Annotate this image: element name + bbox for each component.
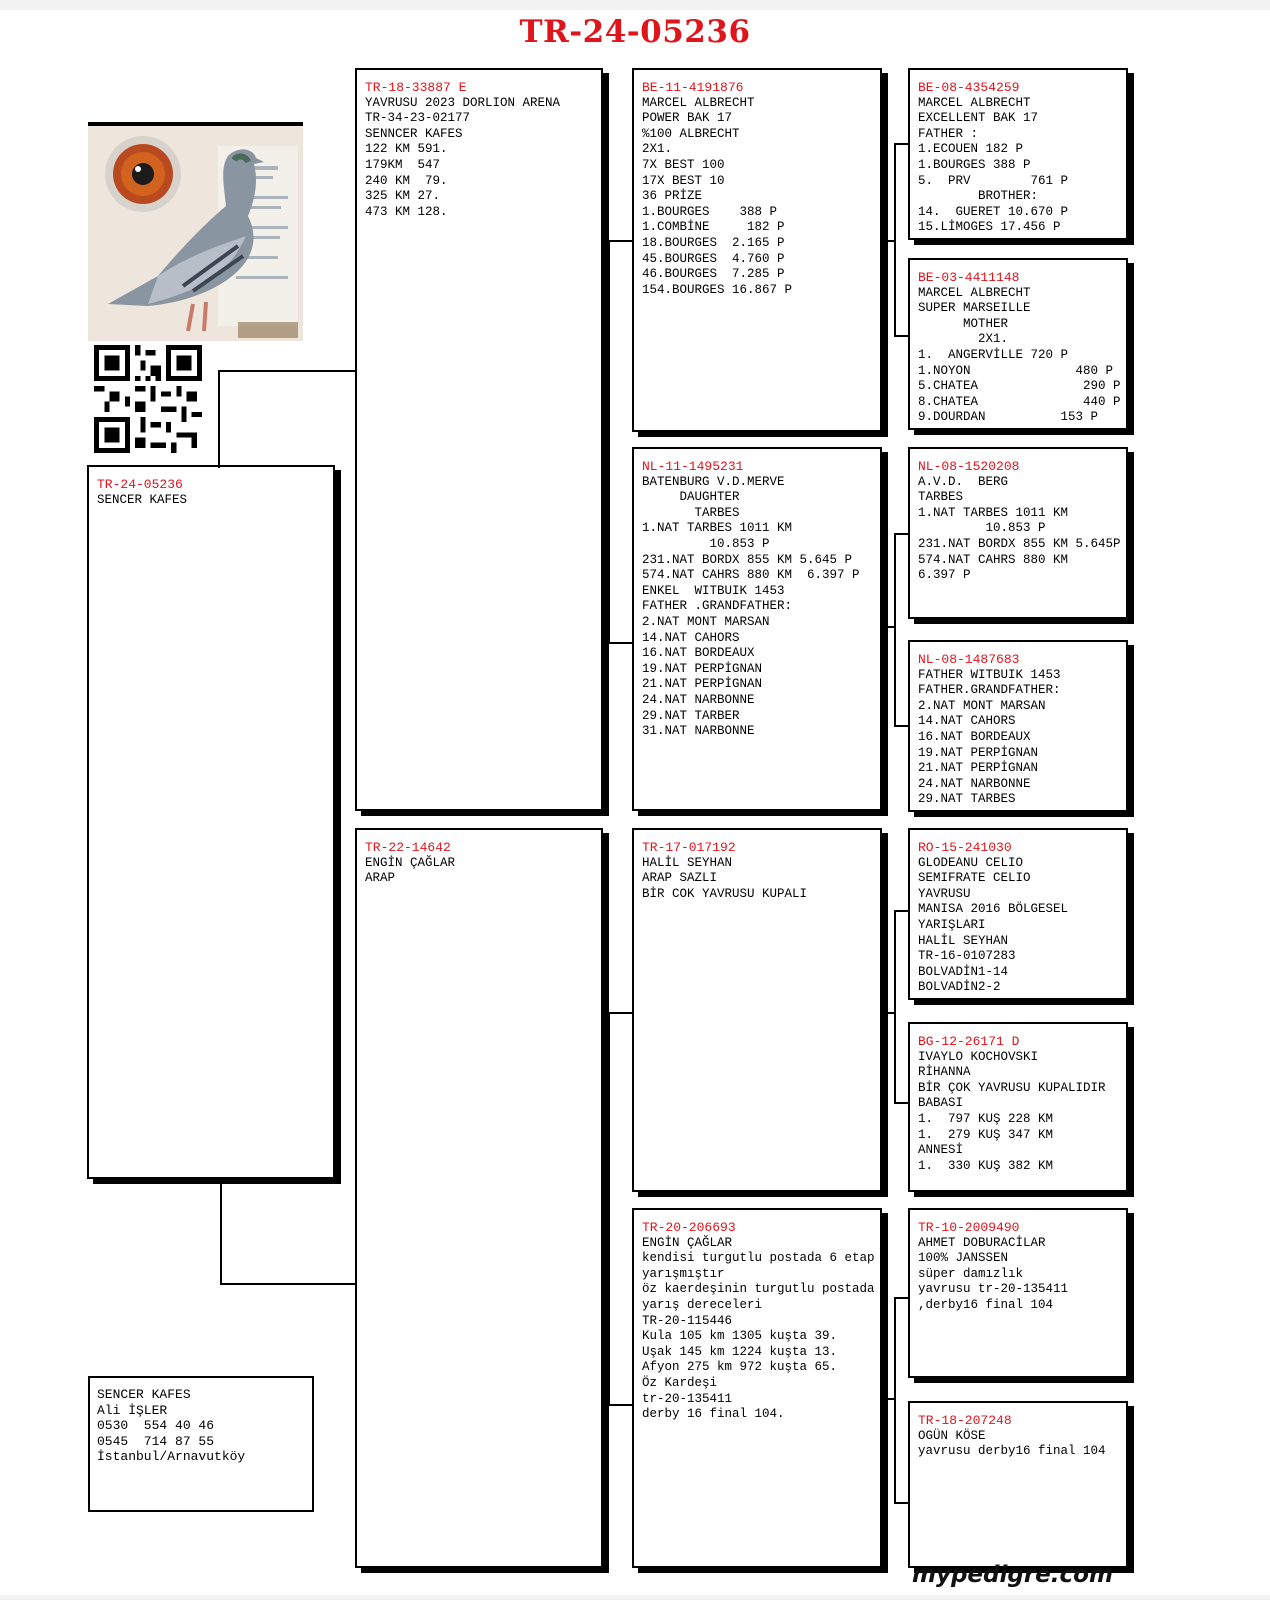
detail-line: A.V.D. BERG <box>918 474 1009 489</box>
detail-line: 240 KM 79. <box>365 173 448 188</box>
contact-phone-2: 0545 714 87 55 <box>97 1433 215 1449</box>
detail-line: 29.NAT TARBER <box>642 708 740 723</box>
detail-line: 122 KM 591. <box>365 142 448 157</box>
detail-line: BOLVADİN1-14 <box>918 964 1009 979</box>
connector-gen1-bottom-stub <box>602 1212 610 1214</box>
detail-line: 16.NAT BORDEAUX <box>918 729 1031 744</box>
subject-ring: TR-24-05236 <box>97 477 183 492</box>
detail-line: SENNCER KAFES <box>365 126 463 141</box>
detail-line: yavrusu tr-20-135411 <box>918 1282 1069 1297</box>
great-grandparent-card-2[interactable] <box>908 258 1128 430</box>
pigeon-photo <box>88 122 303 341</box>
detail-line: OGÜN KÖSE <box>918 1428 986 1443</box>
detail-line: TR-34-23-02177 <box>365 111 471 126</box>
detail-line: 7X BEST 100 <box>642 157 725 172</box>
detail-line: 179KM 547 <box>365 157 441 172</box>
detail-line: ENGİN ÇAĞLAR <box>642 1235 733 1250</box>
great-grandparent-card-1[interactable] <box>908 68 1128 240</box>
grandparent-ring: TR-17-017192 <box>642 840 736 855</box>
contact-loft: SENCER KAFES <box>97 1387 191 1402</box>
detail-line: 1.BOURGES 388 P <box>918 157 1031 172</box>
qr-code[interactable] <box>94 345 202 453</box>
detail-line: 31.NAT NARBONNE <box>642 724 755 739</box>
qr-code-icon <box>94 345 202 453</box>
great-grandparent-ring: TR-18-207248 <box>918 1413 1012 1428</box>
detail-line: TR-20-115446 <box>642 1313 733 1328</box>
grandparent-ring: BE-11-4191876 <box>642 80 744 95</box>
detail-line: 10.853 P <box>918 521 1046 536</box>
detail-line: MARCEL ALBRECHT <box>642 95 755 110</box>
grandparent-details <box>642 475 872 740</box>
great-grandparent-ring: BE-03-4411148 <box>918 270 1020 285</box>
detail-line: 1. 330 KUŞ 382 KM <box>918 1158 1054 1173</box>
detail-line: BOLVADİN2-2 <box>918 980 1001 995</box>
detail-line: 24.NAT NARBONNE <box>918 776 1031 791</box>
contact-location: İstanbul/Arnavutköy <box>97 1449 246 1465</box>
detail-line: FATHER .GRANDFATHER: <box>642 599 793 614</box>
dam-card[interactable] <box>355 828 603 1568</box>
detail-line: 8.CHATEA 440 P <box>918 394 1121 409</box>
detail-line: 24.NAT NARBONNE <box>642 692 755 707</box>
dam-details <box>365 856 593 887</box>
detail-line: FATHER.GRANDFATHER: <box>918 683 1061 698</box>
detail-line: 231.NAT BORDX 855 KM 5.645 P <box>642 552 853 567</box>
detail-line: SUPER MARSEILLE <box>918 301 1031 316</box>
detail-line: %100 ALBRECHT <box>642 126 740 141</box>
great-grandparent-ring: BE-08-4354259 <box>918 80 1020 95</box>
detail-line: HALİL SEYHAN <box>918 933 1009 948</box>
connector-gen1-top <box>608 240 634 644</box>
contact-name: Ali İŞLER <box>97 1402 168 1418</box>
detail-line: Öz Kardeşi <box>642 1375 718 1390</box>
detail-line: 2X1. <box>918 332 1009 347</box>
detail-line: ,derby16 final 104 <box>918 1297 1054 1312</box>
subject-details <box>97 493 325 509</box>
detail-line: FATHER : <box>918 126 979 141</box>
grandparent-details <box>642 96 872 299</box>
detail-line: EXCELLENT BAK 17 <box>918 111 1039 126</box>
detail-line: ENGİN ÇAĞLAR <box>365 855 456 870</box>
great-grandparent-ring: TR-10-2009490 <box>918 1220 1020 1235</box>
detail-line: RİHANNA <box>918 1065 971 1080</box>
great-grandparent-ring: NL-08-1520208 <box>918 459 1020 474</box>
detail-line: 574.NAT CAHRS 880 KM 6.397 P <box>642 568 860 583</box>
detail-line: TARBES <box>642 505 740 520</box>
detail-line: 17X BEST 10 <box>642 173 725 188</box>
detail-line: 325 KM 27. <box>365 189 441 204</box>
sire-ring: TR-18-33887 E <box>365 80 467 95</box>
detail-line: 21.NAT PERPİGNAN <box>918 761 1039 776</box>
dam-ring: TR-22-14642 <box>365 840 451 855</box>
detail-line: 2.NAT MONT MARSAN <box>642 614 770 629</box>
great-grandparent-details <box>918 96 1118 236</box>
detail-line: yarışmıştır <box>642 1266 725 1281</box>
great-grandparent-details <box>918 1050 1118 1175</box>
detail-line: tr-20-135411 <box>642 1391 733 1406</box>
great-grandparent-card-6[interactable] <box>908 1022 1128 1192</box>
detail-line: 46.BOURGES 7.285 P <box>642 267 785 282</box>
detail-line: ENKEL WITBUIK 1453 <box>642 583 785 598</box>
detail-line: YARIŞLARI <box>918 917 986 932</box>
detail-line: 9.DOURDAN 153 P <box>918 410 1099 425</box>
connector-gen2-1-stub <box>882 240 896 242</box>
connector-gen2-2-stub <box>882 626 896 628</box>
detail-line: 45.BOURGES 4.760 P <box>642 251 785 266</box>
great-grandparent-ring: NL-08-1487683 <box>918 652 1020 667</box>
detail-line: 1.NAT TARBES 1011 KM <box>918 505 1069 520</box>
detail-line: TARBES <box>918 490 964 505</box>
detail-line: BİR COK YAVRUSU KUPALI <box>642 886 808 901</box>
detail-line: BATENBURG V.D.MERVE <box>642 474 785 489</box>
great-grandparent-card-7[interactable] <box>908 1208 1128 1378</box>
sire-details <box>365 96 593 221</box>
granddam-maternal-card[interactable] <box>632 1208 882 1568</box>
grandparent-ring: TR-20-206693 <box>642 1220 736 1235</box>
connector-gen2-4-stub <box>882 1398 896 1400</box>
detail-line: 1. 797 KUŞ 228 KM <box>918 1111 1054 1126</box>
detail-line: 2.NAT MONT MARSAN <box>918 698 1046 713</box>
detail-line: TR-16-0107283 <box>918 949 1016 964</box>
subject-card[interactable] <box>87 465 335 1179</box>
detail-line: 10.853 P <box>642 536 770 551</box>
detail-line: 2X1. <box>642 142 673 157</box>
great-grandparent-details <box>918 668 1118 808</box>
detail-line: 29.NAT TARBES <box>918 792 1016 807</box>
detail-line: POWER BAK 17 <box>642 111 733 126</box>
detail-line: GLODEANU CELIO <box>918 855 1024 870</box>
detail-line: BROTHER: <box>918 189 1039 204</box>
detail-line: 1. ANGERVİLLE 720 P <box>918 347 1069 362</box>
detail-line: IVAYLO KOCHOVSKI <box>918 1049 1039 1064</box>
contact-phone-1: 0530 554 40 46 <box>97 1418 215 1434</box>
detail-line: 14.NAT CAHORS <box>918 714 1016 729</box>
detail-line: 1. 279 KUŞ 347 KM <box>918 1127 1054 1142</box>
detail-line: 6.397 P <box>918 568 971 583</box>
detail-line: Kula 105 km 1305 kuşta 39. <box>642 1329 838 1344</box>
detail-line: ANNESİ <box>918 1143 964 1158</box>
detail-line: 473 KM 128. <box>365 204 448 219</box>
great-grandparent-card-4[interactable] <box>908 640 1128 812</box>
detail-line: 36 PRİZE <box>642 189 703 204</box>
detail-line: DAUGHTER <box>642 490 740 505</box>
detail-line: 1.BOURGES 388 P <box>642 204 778 219</box>
detail-line: 100% JANSSEN <box>918 1251 1009 1266</box>
great-grandparent-card-3[interactable] <box>908 447 1128 619</box>
granddam-paternal-card[interactable] <box>632 447 882 811</box>
great-grandparent-details <box>918 856 1118 996</box>
detail-line: YAVRUSU 2023 DORLION ARENA <box>365 95 561 110</box>
connector-gen2-3-stub <box>882 1012 896 1014</box>
grandsire-maternal-card[interactable] <box>632 828 882 1192</box>
pigeon-illustration <box>88 126 303 341</box>
great-grandparent-details <box>918 1236 1118 1314</box>
detail-line: 5.CHATEA 290 P <box>918 379 1121 394</box>
detail-line: 1.COMBİNE 182 P <box>642 220 785 235</box>
detail-line: MARCEL ALBRECHT <box>918 285 1031 300</box>
detail-line: 19.NAT PERPİGNAN <box>642 661 763 676</box>
detail-line: 19.NAT PERPİGNAN <box>918 745 1039 760</box>
detail-line: 18.BOURGES 2.165 P <box>642 235 785 250</box>
detail-line: ARAP SAZLI <box>642 871 718 886</box>
detail-line: öz kaerdeşinin turgutlu postada <box>642 1282 875 1297</box>
connector-subject-dam <box>220 1179 357 1285</box>
great-grandparent-card-8[interactable] <box>908 1401 1128 1568</box>
detail-line: 16.NAT BORDEAUX <box>642 646 755 661</box>
detail-line: SEMIFRATE CELIO <box>918 871 1031 886</box>
detail-line: 574.NAT CAHRS 880 KM <box>918 552 1069 567</box>
detail-line: 1.NAT TARBES 1011 KM <box>642 521 793 536</box>
connector-subject-sire <box>218 370 357 468</box>
detail-line: YAVRUSU <box>918 886 971 901</box>
grandparent-details <box>642 1235 875 1423</box>
detail-line: ARAP <box>365 871 396 886</box>
great-grandparent-ring: BG-12-26171 D <box>918 1034 1020 1049</box>
great-grandparent-details <box>918 285 1121 426</box>
detail-line: 1.ECOUEN 182 P <box>918 142 1024 157</box>
detail-line: 14.NAT CAHORS <box>642 630 740 645</box>
detail-line: 1.NOYON 480 P <box>918 363 1114 378</box>
detail-line: Uşak 145 km 1224 kuşta 13. <box>642 1344 838 1359</box>
connector-gen1-bottom <box>608 1012 634 1406</box>
detail-line: MARCEL ALBRECHT <box>918 95 1031 110</box>
detail-line: yavrusu derby16 final 104 <box>918 1444 1106 1459</box>
detail-line: HALİL SEYHAN <box>642 855 733 870</box>
detail-line: kendisi turgutlu postada 6 etap <box>642 1251 875 1266</box>
detail-line: FATHER WITBUIK 1453 <box>918 667 1061 682</box>
sire-card[interactable] <box>355 68 603 811</box>
great-grandparent-ring: RO-15-241030 <box>918 840 1012 855</box>
detail-line: 231.NAT BORDX 855 KM 5.645P <box>918 536 1121 551</box>
detail-line: derby 16 final 104. <box>642 1407 785 1422</box>
detail-line: süper damızlık <box>918 1266 1024 1281</box>
detail-line: MOTHER <box>918 316 1009 331</box>
detail-line: yarış dereceleri <box>642 1297 763 1312</box>
detail-line: 14. GUERET 10.670 P <box>918 204 1069 219</box>
grandsire-paternal-card[interactable] <box>632 68 882 432</box>
detail-line: 154.BOURGES 16.867 P <box>642 282 793 297</box>
detail-line: BABASI <box>918 1096 964 1111</box>
grandparent-ring: NL-11-1495231 <box>642 459 744 474</box>
detail-line: 15.LİMOGES 17.456 P <box>918 220 1061 235</box>
great-grandparent-card-5[interactable] <box>908 828 1128 1000</box>
detail-line: 21.NAT PERPİGNAN <box>642 677 763 692</box>
detail-line: AHMET DOBURACİLAR <box>918 1235 1046 1250</box>
connector-gen1-top-stub <box>602 432 610 434</box>
subject-line: SENCER KAFES <box>97 492 188 507</box>
detail-line: Afyon 275 km 972 kuşta 65. <box>642 1360 838 1375</box>
detail-line: MANISA 2016 BÖLGESEL <box>918 902 1069 917</box>
great-grandparent-details <box>918 474 1121 584</box>
grandparent-details <box>642 856 872 903</box>
site-watermark[interactable]: mypedigre.com <box>912 1562 1113 1588</box>
breeder-contact-card <box>88 1376 314 1512</box>
great-grandparent-details <box>918 1429 1118 1460</box>
detail-line: BİR ÇOK YAVRUSU KUPALIDIR <box>918 1080 1106 1095</box>
page-title: TR-24-05236 <box>519 14 751 50</box>
detail-line: 5. PRV 761 P <box>918 173 1069 188</box>
